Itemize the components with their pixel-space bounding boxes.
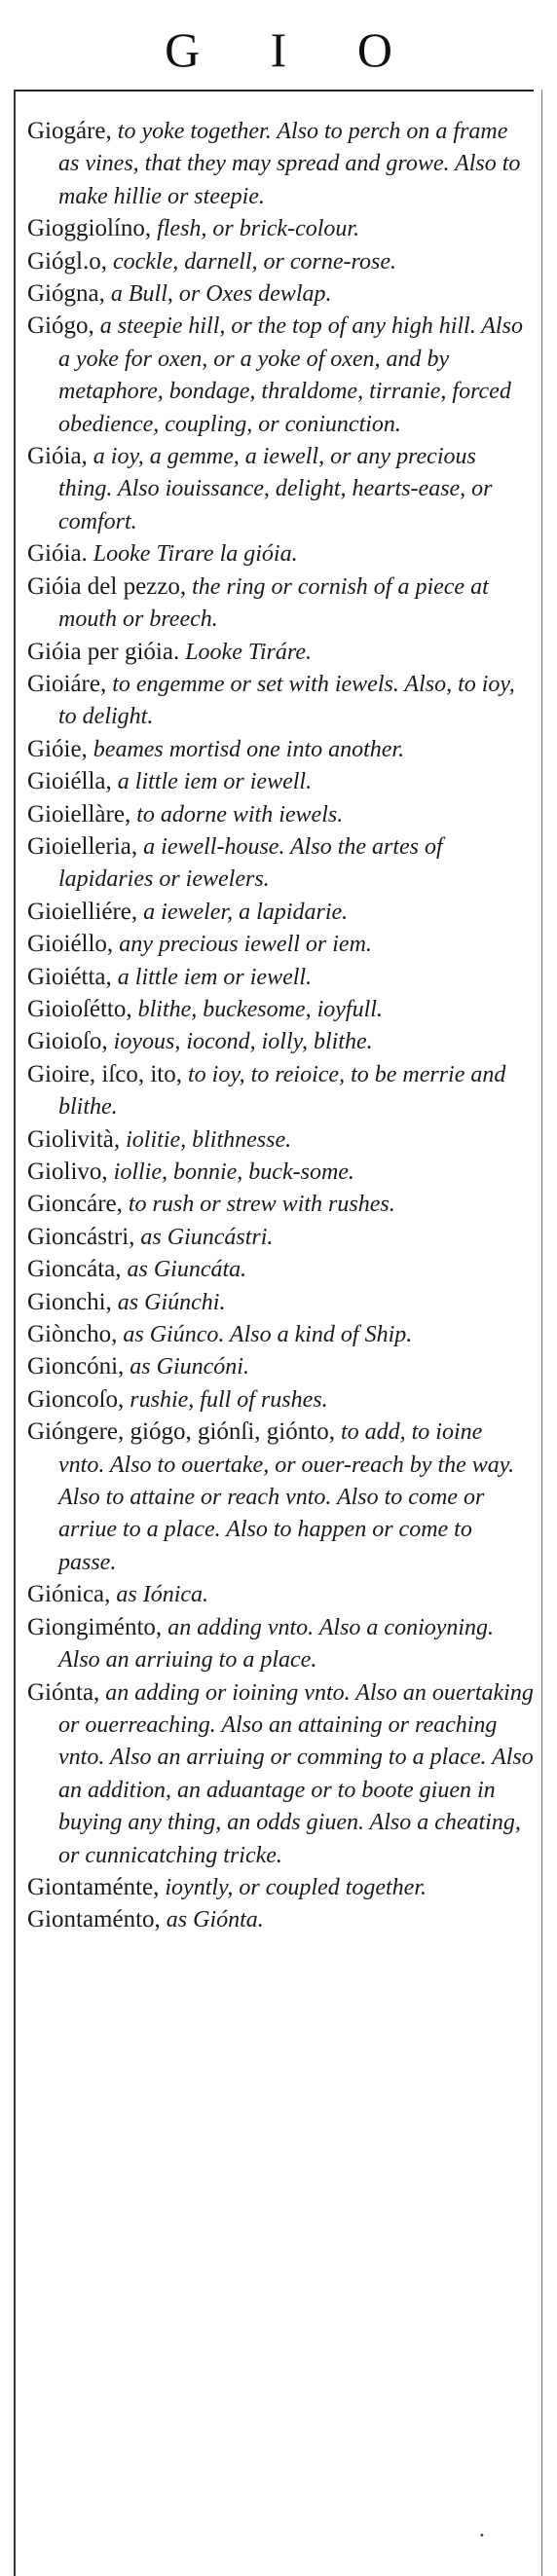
dictionary-entry: [27, 830, 534, 896]
stray-ink-mark: •: [479, 2531, 485, 2542]
definition: cockle, darnell, or corne-rose.: [106, 248, 396, 275]
headword: Gióie,: [27, 735, 88, 762]
definition: iollie, bonnie, buck-some.: [107, 1159, 354, 1185]
definition: iolitie, blithnesse.: [120, 1126, 292, 1153]
headword: Gioiétta,: [27, 963, 112, 990]
definition: Looke Tiráre.: [179, 639, 312, 665]
dictionary-entry: [27, 1871, 534, 1903]
dictionary-entry: [27, 1578, 534, 1610]
headword: Giógo,: [27, 313, 94, 340]
definition: an adding or ioining vnto. Also an ouertaking or ouerreaching. Also an attaining or reaching vnto. Also an arriuing or comming to a place. Also an addition, an aduantage or to boote giuen in buying any thing, an odds giuen. Also a cheating, or cunnicatching tricke.: [58, 1679, 534, 1868]
header-rule: [14, 90, 534, 92]
definition: any precious iewell or iem.: [113, 932, 372, 958]
definition: flesh, or brick-colour.: [151, 216, 360, 242]
dictionary-entry: [27, 1611, 534, 1676]
definition: blithe, buckesome, ioyfull.: [131, 996, 383, 1022]
headword: Giolività,: [27, 1125, 121, 1153]
dictionary-entry: [27, 1025, 534, 1057]
dictionary-entry: [27, 310, 534, 440]
definition: to rush or strew with rushes.: [122, 1192, 395, 1218]
definition: a ieweler, a lapidarie.: [137, 899, 349, 925]
running-head: G I O: [165, 22, 422, 77]
definition: as Giúnchi.: [111, 1289, 226, 1315]
dictionary-entry: [27, 1286, 534, 1318]
dictionary-entry: [27, 636, 534, 668]
headword: Gióia per gióia.: [27, 638, 180, 665]
headword: Giónica,: [27, 1581, 111, 1608]
column-rule-left: [14, 90, 16, 2576]
definition: to yoke together. Also to perch on a frame as vines, that they may spread and growe. Also to make hillie or steepie.: [58, 119, 521, 209]
dictionary-entry: [27, 993, 534, 1025]
dictionary-entry: [27, 1253, 534, 1285]
headword: Gioncoſo,: [27, 1385, 125, 1413]
headword: Gioiáre,: [27, 670, 107, 697]
definition: Looke Tirare la gióia.: [87, 541, 298, 568]
definition: to ioy, to reioice, to be merrie and blithe.: [58, 1061, 506, 1121]
headword: Giongiménto,: [27, 1613, 163, 1640]
headword: Gionchi,: [27, 1288, 112, 1315]
dictionary-entry: [27, 440, 534, 537]
headword: Gioncáta,: [27, 1256, 122, 1283]
dictionary-entry: [27, 277, 534, 310]
dictionary-entry: [27, 1903, 534, 1935]
headword: Gioiellàre,: [27, 800, 131, 828]
dictionary-entry: [27, 1188, 534, 1220]
headword: Gioncóni,: [27, 1353, 125, 1380]
definition: a little iem or iewell.: [111, 769, 313, 795]
dictionary-entry: [27, 1156, 534, 1188]
headword: Gioggiolíno,: [27, 215, 152, 242]
dictionary-entry: [27, 1058, 534, 1123]
definition: as Giuncáta.: [121, 1257, 247, 1283]
dictionary-entries: [27, 115, 534, 1936]
dictionary-entry: [27, 1318, 534, 1350]
column-rule-right: [541, 90, 542, 2576]
page-header: [0, 0, 557, 97]
definition: ioyous, iocond, iolly, blithe.: [107, 1029, 373, 1055]
headword: Gióia,: [27, 443, 88, 470]
dictionary-entry: [27, 245, 534, 277]
definition: ioyntly, or coupled together.: [159, 1874, 427, 1900]
headword: Giogáre,: [27, 118, 112, 144]
dictionary-entry: [27, 668, 534, 733]
headword: Gioielleria,: [27, 832, 138, 860]
dictionary-entry: [27, 1123, 534, 1156]
dictionary-entry: [27, 1350, 534, 1382]
dictionary-entry: [27, 733, 534, 765]
headword: Gioire, iſco, ito,: [27, 1060, 182, 1087]
definition: rushie, full of rushes.: [124, 1386, 328, 1413]
dictionary-entry: [27, 928, 534, 960]
headword: Giógl.o,: [27, 247, 107, 275]
definition: a Bull, or Oxes dewlap.: [104, 281, 332, 308]
definition: to adorne with iewels.: [130, 801, 344, 828]
headword: Gioioſétto,: [27, 995, 132, 1022]
headword: Gioiélla,: [27, 768, 112, 795]
headword: Gióia del pezzo,: [27, 572, 187, 600]
definition: to engemme or set with iewels. Also, to ioy, to delight.: [58, 671, 515, 730]
headword: Giógna,: [27, 280, 105, 308]
definition: a ioy, a gemme, a iewell, or any precious thing. Also iouissance, delight, hearts-ease, or comfort.: [58, 444, 493, 534]
headword: Gioiéllo,: [27, 931, 114, 958]
headword: Gioielliére,: [27, 898, 138, 925]
definition: as Giónta.: [160, 1907, 264, 1933]
definition: a little iem or iewell.: [111, 964, 313, 990]
dictionary-entry: [27, 115, 534, 212]
definition: as Iónica.: [110, 1582, 209, 1608]
headword: Gióngere, giógo, giónſi, giónto,: [27, 1418, 335, 1446]
dictionary-entry: [27, 537, 534, 570]
dictionary-entry: [27, 1676, 534, 1871]
definition: the ring or cornish of a piece at mouth or breech.: [58, 573, 489, 633]
dictionary-entry: [27, 1383, 534, 1416]
definition: an adding vnto. Also a conioyning. Also an arriuing to a place.: [58, 1614, 495, 1674]
headword: Giontaménte,: [27, 1873, 160, 1900]
definition: a iewell-house. Also the artes of lapidaries or iewelers.: [58, 833, 443, 893]
dictionary-entry: [27, 896, 534, 928]
headword: Giontaménto,: [27, 1906, 161, 1933]
headword: Gióia.: [27, 540, 88, 568]
headword: Gioncáre,: [27, 1191, 123, 1218]
definition: a steepie hill, or the top of any high hill. Also a yoke for oxen, or a yoke of oxen, and by metaphore, bondage, thraldome, tirranie, forced obedience, coupling, or coniunction.: [58, 313, 523, 437]
dictionary-entry: [27, 1221, 534, 1253]
headword: Giolivo,: [27, 1159, 108, 1185]
definition: as Giuncástri.: [134, 1224, 274, 1250]
dictionary-entry: [27, 212, 534, 244]
headword: Gioncástri,: [27, 1223, 135, 1250]
dictionary-entry: [27, 765, 534, 797]
dictionary-entry: [27, 1416, 534, 1578]
definition: to add, to ioine vnto. Also to ouertake, or ouer-reach by the way. Also to attaine or reach vnto. Also to come or arriue to a place. Also to happen or come to passe.: [58, 1419, 515, 1575]
dictionary-entry: [27, 961, 534, 993]
headword: Giòncho,: [27, 1321, 118, 1348]
headword: Giónta,: [27, 1678, 100, 1706]
definition: beames mortisd one into another.: [87, 736, 405, 762]
headword: Gioioſo,: [27, 1028, 108, 1055]
definition: as Giúnco. Also a kind of Ship.: [117, 1322, 413, 1348]
definition: as Giuncóni.: [124, 1354, 249, 1380]
dictionary-entry: [27, 570, 534, 636]
dictionary-entry: [27, 798, 534, 830]
